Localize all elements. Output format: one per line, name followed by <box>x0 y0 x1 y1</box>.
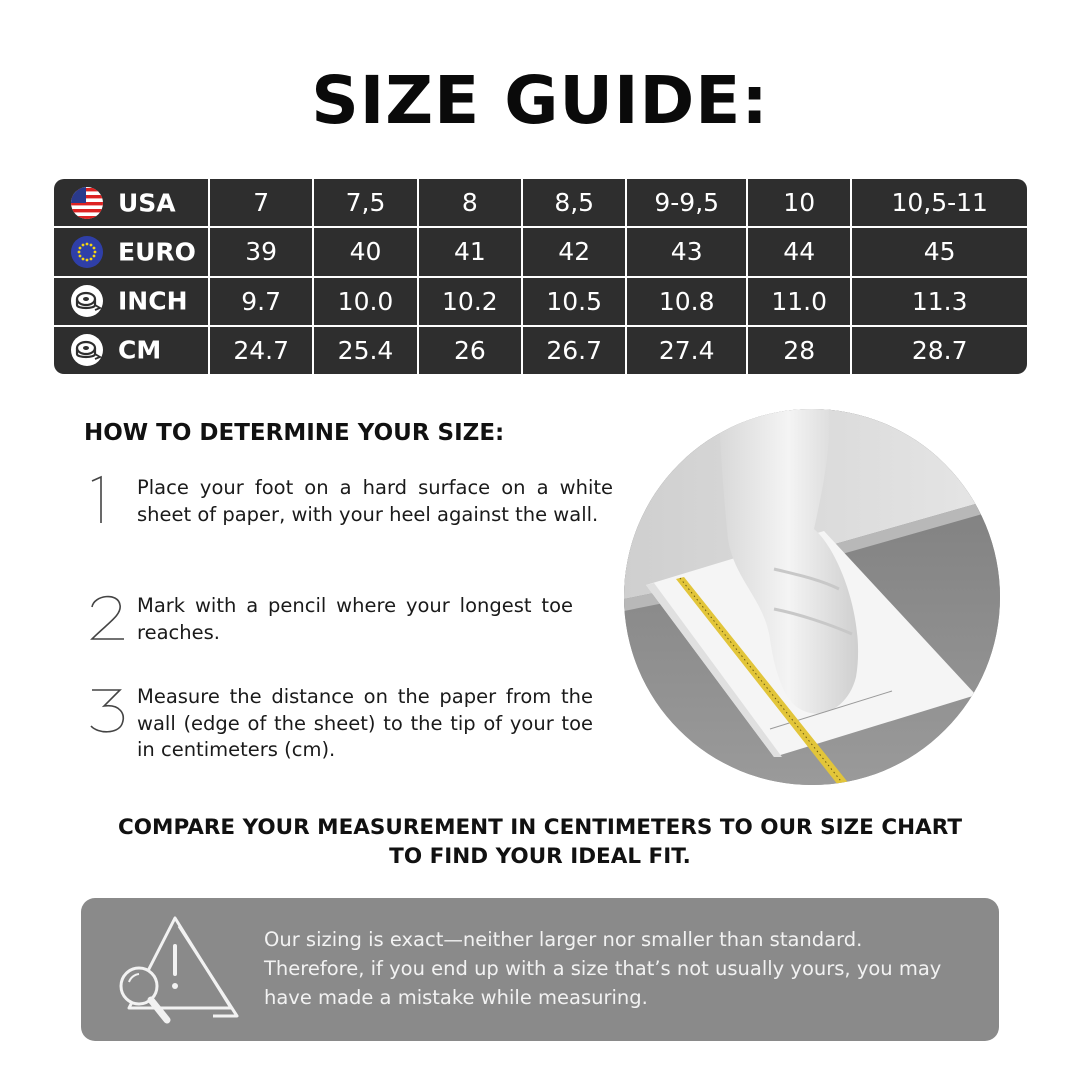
step-text-2: Mark with a pencil where your longest toe reaches. <box>137 594 573 644</box>
step-3 <box>88 684 593 764</box>
step-number-3 <box>88 684 137 738</box>
size-row-label: EURO <box>118 237 196 267</box>
measuring-tape-icon <box>70 333 104 367</box>
size-cell: 39 <box>210 228 314 277</box>
size-cell: 10.2 <box>419 278 523 327</box>
size-cell: 9-9,5 <box>627 179 748 228</box>
size-cell: 10,5-11 <box>852 179 1027 228</box>
size-row-usa <box>54 179 1027 228</box>
compare-instruction <box>60 813 1020 871</box>
sizing-note <box>81 898 999 1041</box>
size-cell: 25.4 <box>314 327 418 374</box>
step-number-2 <box>88 593 137 647</box>
size-cell: 28.7 <box>911 335 968 365</box>
size-cell: 45 <box>852 228 1027 277</box>
size-row-inch <box>54 278 1027 327</box>
size-cell: 27.4 <box>627 327 748 374</box>
size-cell: 7 <box>210 179 314 228</box>
size-row-label: INCH <box>118 286 188 316</box>
step-2 <box>88 593 573 647</box>
size-row-euro <box>54 228 1027 277</box>
size-cell: 8,5 <box>523 179 627 228</box>
size-cell: 26.7 <box>523 327 627 374</box>
size-row-header <box>54 327 210 374</box>
compare-line-2: TO FIND YOUR IDEAL FIT. <box>389 844 691 869</box>
size-cell: 41 <box>419 228 523 277</box>
size-row-label: CM <box>118 335 162 365</box>
size-row-header <box>54 228 210 277</box>
compare-line-1: COMPARE YOUR MEASUREMENT IN CENTIMETERS TO OUR SIZE CHART <box>118 815 962 840</box>
size-cell: 44 <box>748 228 852 277</box>
size-cell: 8 <box>419 179 523 228</box>
us-flag-icon <box>70 186 104 220</box>
warning-magnifier-icon <box>109 912 239 1030</box>
size-cell: 26 <box>419 327 523 374</box>
size-table <box>54 179 1027 374</box>
size-cell: 10 <box>748 179 852 228</box>
size-cell: 42 <box>523 228 627 277</box>
eu-flag-icon <box>70 235 104 269</box>
howto-title: HOW TO DETERMINE YOUR SIZE: <box>84 420 505 446</box>
size-cell: 10.8 <box>627 278 748 327</box>
size-row-label: USA <box>118 188 176 218</box>
step-text-1: Place your foot on a hard surface on a white sheet of paper, with your heel against the wall. <box>137 476 613 526</box>
measuring-tape-icon <box>70 284 104 318</box>
size-cell: 11.0 <box>748 278 852 327</box>
size-cell: 24.7 <box>210 327 314 374</box>
size-cell: 9.7 <box>210 278 314 327</box>
size-cell: 10.0 <box>314 278 418 327</box>
step-number-1 <box>88 475 137 529</box>
size-cell: 43 <box>627 228 748 277</box>
size-row-header <box>54 179 210 228</box>
foot-measurement-photo <box>624 409 1000 785</box>
size-cell: 28 <box>748 327 852 374</box>
size-cell: 40 <box>314 228 418 277</box>
page-title: SIZE GUIDE: <box>311 62 769 139</box>
sizing-note-text: Our sizing is exact—neither larger nor smaller than standard. Therefore, if you end up with a size that’s not usually yours, you may have made a mistake while measuring. <box>264 928 942 1009</box>
size-row-header <box>54 278 210 327</box>
step-text-3: Measure the distance on the paper from the wall (edge of the sheet) to the tip of your toe in centimeters (cm). <box>137 685 593 761</box>
size-cell: 7,5 <box>314 179 418 228</box>
size-cell: 10.5 <box>523 278 627 327</box>
size-row-cm <box>54 327 1027 374</box>
size-cell: 11.3 <box>852 278 1027 327</box>
step-1 <box>88 475 613 529</box>
